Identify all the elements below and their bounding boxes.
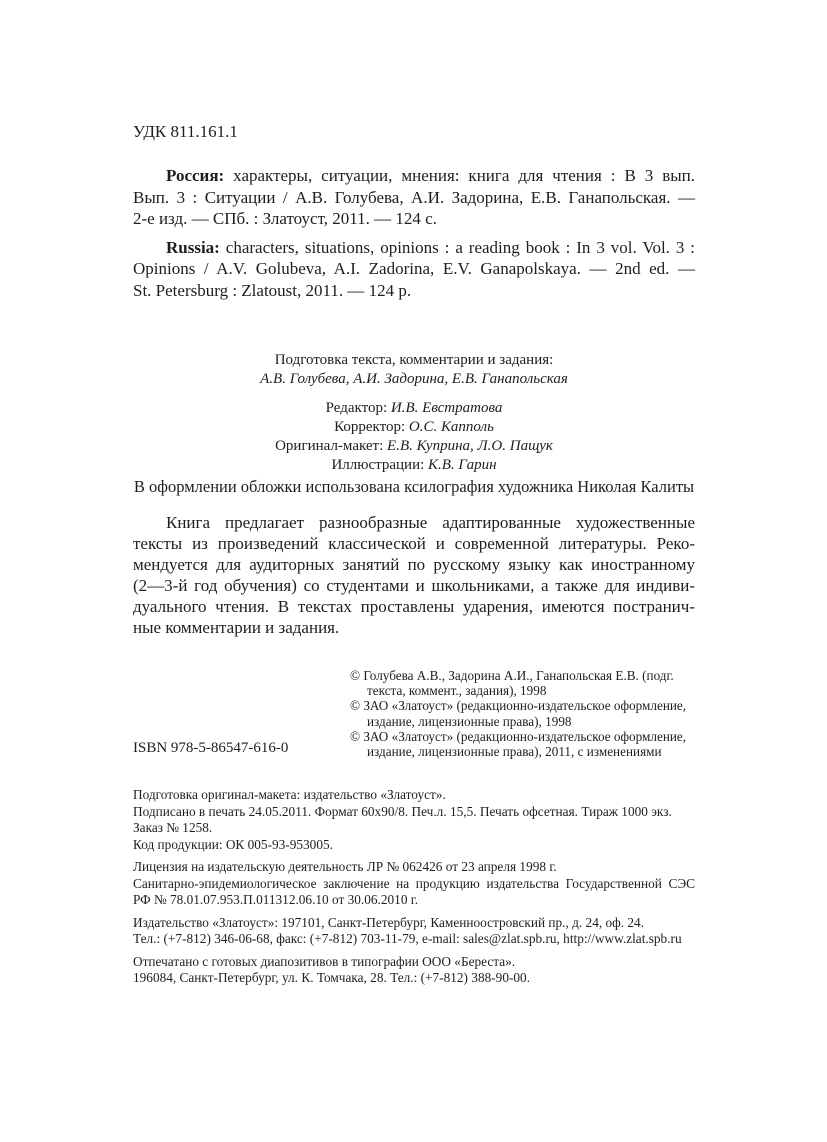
colophon	[133, 787, 695, 987]
udk-number: УДК 811.161.1	[133, 122, 238, 141]
copyright-entry-publisher-2011	[350, 729, 695, 759]
biblio-en-line2: Opinions / A.V. Golubeva, A.I. Zadorina, E.V. Ganapolskaya. — 2nd ed. —	[133, 259, 695, 278]
layout-line	[133, 437, 695, 456]
annotation-line3: мендуется для аудиторных занятий по русскому языку как иностранному	[133, 555, 695, 574]
cover-design-note: В оформлении обложки использована ксилография художника Николая Калиты	[133, 477, 695, 496]
illustrations-label: Иллюстрации:	[331, 457, 429, 473]
preparation-names: А.В. Голубева, А.И. Задорина, Е.В. Ганапольская	[260, 371, 568, 387]
printer-name-line: Отпечатано с готовых диапозитивов в типографии ООО «Береста».	[133, 953, 516, 969]
credits-gap	[133, 389, 695, 399]
annotation-paragraph	[133, 512, 695, 638]
copyright-entry-authors	[350, 668, 695, 698]
sanitary-note-line2: РФ № 78.01.07.953.П.011312.06.10 от 30.06.2010 г.	[133, 892, 419, 907]
biblio-ru-line1-rest: характеры, ситуации, мнения: книга для чтения : В 3 вып.	[224, 166, 695, 185]
annotation-line2: тексты из произведений классической и современной литературы. Реко-	[133, 534, 695, 553]
license-block	[133, 859, 695, 909]
biblio-ru-line3: 2-е изд. — СПб. : Златоуст, 2011. — 124 с.	[133, 209, 437, 228]
printer-address-line: 196084, Санкт-Петербург, ул. К. Томчака, 28. Тел.: (+7-812) 388-90-00.	[133, 970, 531, 985]
bibliographic-entry-en	[133, 237, 695, 302]
biblio-en-line3: St. Petersburg : Zlatoust, 2011. — 124 p.	[133, 280, 412, 300]
copyright-entry-line: издание, лицензионные права), 1998	[367, 713, 572, 729]
print-info-block	[133, 787, 695, 853]
copyright-section	[133, 668, 695, 760]
copyright-list	[350, 668, 695, 759]
publisher-address-line: Издательство «Златоуст»: 197101, Санкт-Петербург, Каменноостровский пр., д. 24, оф. 24.	[133, 914, 645, 930]
publisher-contacts-line: Тел.: (+7-812) 346-06-68, факс: (+7-812) 703-11-79, e-mail: sales@zlat.spb.ru, http://www.zlat.spb.ru	[133, 931, 682, 946]
bibliographic-entry-ru	[133, 165, 695, 230]
annotation-line6: ные комментарии и задания.	[133, 618, 340, 637]
order-number-line: Заказ № 1258.	[133, 820, 213, 835]
biblio-en-line1	[133, 237, 695, 259]
annotation-line1: Книга предлагает разнообразные адаптированные художественные	[166, 513, 695, 532]
editor-line	[133, 399, 695, 418]
print-details-line: Подписано в печать 24.05.2011. Формат 60х90/8. Печ.л. 15,5. Печать офсетная. Тираж 1000 экз.	[133, 803, 672, 819]
proofreader-label: Корректор:	[334, 419, 409, 435]
biblio-ru-line2: Вып. 3 : Ситуации / А.В. Голубева, А.И. Задорина, Е.В. Ганапольская. —	[133, 187, 695, 207]
copyright-entry-line: © ЗАО «Златоуст» (редакционно-издательское оформление,	[350, 698, 687, 714]
credits-block	[133, 351, 695, 497]
biblio-ru-line1	[133, 165, 695, 187]
publisher-block	[133, 915, 695, 948]
isbn-number: ISBN 978-5-86547-616-0	[133, 740, 289, 756]
editor-label: Редактор:	[325, 400, 391, 416]
copyright-entry-publisher-1998	[350, 698, 695, 728]
illustrations-name: К.В. Гарин	[428, 457, 497, 473]
product-code-line: Код продукции: ОК 005-93-953005.	[133, 836, 333, 852]
preparation-label: Подготовка текста, комментарии и задания:	[274, 352, 554, 368]
annotation-line4: (2—3-й год обучения) со студентами и школьниками, а также для индиви-	[133, 576, 695, 595]
layout-label: Оригинал-макет:	[275, 438, 388, 454]
proofreader-line	[133, 418, 695, 437]
printer-block	[133, 954, 695, 987]
copyright-entry-line: текста, коммент., задания), 1998	[367, 683, 547, 699]
layout-names: Е.В. Куприна, Л.О. Пащук	[387, 438, 553, 454]
sanitary-note-line1: Санитарно-эпидемиологическое заключение на продукцию издательства Государственной СЭС	[133, 875, 695, 891]
biblio-en-line1-rest: characters, situations, opinions : a reading book : In 3 vol. Vol. 3 :	[219, 237, 695, 257]
license-line: Лицензия на издательскую деятельность ЛР № 062426 от 23 апреля 1998 г.	[133, 859, 557, 874]
biblio-en-lead: Russia:	[166, 237, 220, 257]
biblio-ru-lead: Россия:	[166, 166, 225, 185]
proofreader-name: О.С. Капполь	[408, 419, 494, 435]
editor-name: И.В. Евстратова	[390, 400, 503, 416]
annotation-line5: дуального чтения. В текстах проставлены ударения, имеются постранич-	[133, 597, 695, 616]
copyright-entry-line: © Голубева А.В., Задорина А.И., Ганапольская Е.В. (подг.	[350, 668, 674, 683]
copyright-entry-line: издание, лицензионные права), 2011, с изменениями	[367, 744, 662, 760]
layout-preparation-line: Подготовка оригинал-макета: издательство «Златоуст».	[133, 787, 446, 802]
illustrations-line	[133, 456, 695, 475]
page-content	[133, 121, 695, 993]
copyright-entry-line: © ЗАО «Златоуст» (редакционно-издательское оформление,	[350, 728, 687, 744]
